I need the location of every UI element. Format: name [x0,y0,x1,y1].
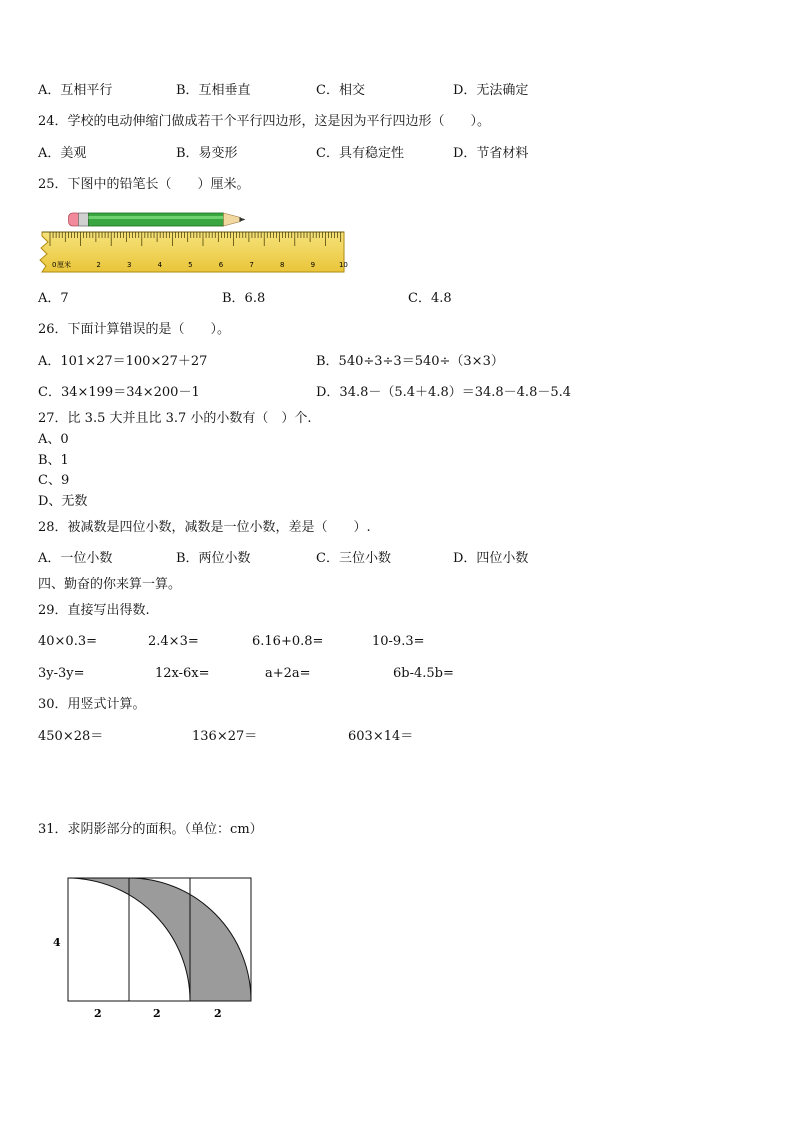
height-label: 4 [53,936,61,949]
ruler-label: 0 [52,261,57,269]
q23-option-d: D．无法确定 [453,83,529,98]
q29-item: 40×0.3= [38,634,98,649]
ruler-label: 5 [188,261,193,269]
q25-option-a: A．7 [38,291,69,306]
pencil-ferrule [79,213,89,226]
q26-option-c: C．34×199＝34×200－1 [38,385,200,400]
q30-item: 603×14＝ [348,729,414,744]
shaded-region [68,878,251,1001]
section-4-title: 四、勤奋的你来算一算。 [38,577,182,592]
q28-option-b: B．两位小数 [176,551,251,566]
q27-option-c: C、9 [38,473,70,488]
ruler-label: 9 [310,261,316,269]
q23-option-b: B．互相垂直 [176,83,251,98]
q27-option-d: D、无数 [38,494,88,509]
q30-item: 136×27＝ [192,729,258,744]
q29-item: a+2a= [265,666,311,681]
q26-option-b: B．540÷3÷3＝540÷（3×3） [316,354,504,369]
q29-item: 10-9.3= [372,634,425,649]
q26-stem: 26．下面计算错误的是（ ）。 [38,322,231,337]
width-label: 2 [214,1007,222,1020]
q28-option-a: A．一位小数 [38,551,113,566]
q25-stem: 25．下图中的铅笔长（ ）厘米。 [38,177,250,192]
q29-item: 12x-6x= [155,666,210,681]
q29-item: 6.16+0.8= [252,634,324,649]
ruler-label: 8 [279,261,285,269]
q24-option-d: D．节省材料 [453,146,529,161]
q29-item: 2.4×3= [148,634,199,649]
width-label: 2 [94,1007,102,1020]
q31-stem: 31．求阴影部分的面积。（单位：cm） [38,822,263,837]
q25-option-c: C．4.8 [408,291,452,306]
q27-option-a: A、0 [38,432,69,447]
q26-option-a: A．101×27＝100×27＋27 [38,354,208,369]
q25-option-b: B．6.8 [222,291,266,306]
pencil-stripe [89,216,224,219]
q27-option-b: B、1 [38,453,69,468]
q23-option-c: C．相交 [316,83,365,98]
ruler-label: 6 [218,261,224,269]
ruler-label: 4 [157,261,163,269]
shaded-area-figure [40,870,270,1025]
width-label: 2 [153,1007,161,1020]
ruler-label: 厘米 [57,261,71,269]
q23-option-a: A．互相平行 [38,83,113,98]
pencil-body [89,213,224,226]
q24-option-c: C．具有稳定性 [316,146,404,161]
q29-stem: 29．直接写出得数. [38,603,150,618]
q26-option-d: D．34.8－（5.4＋4.8）＝34.8－4.8－5.4 [316,385,572,400]
ruler-label: 7 [249,261,254,269]
pencil-ruler-figure [38,208,348,278]
q29-item: 6b-4.5b= [393,666,454,681]
pencil-wood [223,213,240,226]
q27-stem: 27．比 3.5 大并且比 3.7 小的小数有（ ）个. [38,411,312,426]
q29-item: 3y-3y= [38,666,85,681]
q30-stem: 30．用竖式计算。 [38,697,146,712]
q30-item: 450×28＝ [38,729,104,744]
q28-option-c: C．三位小数 [316,551,391,566]
pencil [69,213,246,226]
q24-option-b: B．易变形 [176,146,238,161]
q28-stem: 28．被减数是四位小数，减数是一位小数，差是（ ）. [38,520,371,535]
q28-option-d: D．四位小数 [453,551,529,566]
ruler-label: 2 [96,261,101,269]
ruler-label: 10 [338,261,348,269]
ruler-label: 3 [126,261,132,269]
q24-option-a: A．美观 [38,146,87,161]
q24-stem: 24．学校的电动伸缩门做成若干个平行四边形，这是因为平行四边形（ ）。 [38,114,491,129]
pencil-lead [239,217,245,222]
